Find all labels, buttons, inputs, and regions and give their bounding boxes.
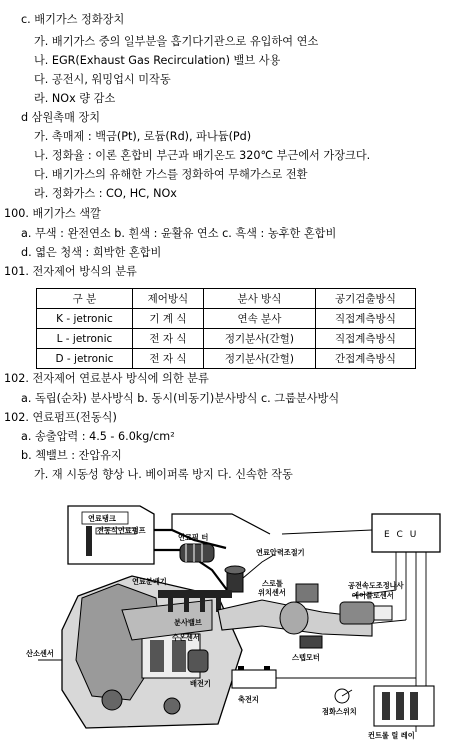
label-battery: 축전지 [238,695,259,704]
line-catalyst-4: 라. 정화가스 : CO, HC, NOx [34,187,177,200]
line-egr-4: 라. NOx 량 감소 [34,92,116,105]
table-header: 분사 방식 [203,289,315,309]
heading-101: 101. 전자제어 방식의 분류 [4,265,137,278]
label-distributor: 배전기 [190,679,211,688]
line-exhaust-purifier-title: c. 배기가스 정화장치 [21,13,125,26]
label-water-temp-sensor: 수온센서 [172,633,200,642]
table-cell: 전 자 식 [132,329,203,349]
air-flow-sensor-graphic [340,602,392,624]
line-exhaust-colors-1: a. 무색 : 완전연소 b. 흰색 : 윤활유 연소 c. 흑색 : 농후한 혼합비 [21,227,337,240]
line-exhaust-colors-2: d. 엷은 청색 : 희박한 혼합비 [21,246,162,259]
table-cell: 기 계 식 [132,309,203,329]
fuel-filter-graphic [180,544,214,562]
table-cell: 직접계측방식 [315,309,415,329]
control-relay-graphic [374,686,434,726]
efi-system-diagram [22,500,450,748]
table-cell: 전 자 식 [132,349,203,369]
label-electric-fuel-pump: 전동식연료펌프 [97,526,146,535]
label-injector: 분사밸브 [174,618,202,627]
distributor-graphic [188,650,208,672]
label-fuel-filter: 연료필 터 [178,533,209,542]
heading-100: 100. 배기가스 색깔 [4,207,101,220]
label-delivery-pipe: 연료분배기 [132,577,167,586]
table-cell: 정기분사(간헐) [203,349,315,369]
line-egr-2: 나. EGR(Exhaust Gas Recirculation) 밸브 사용 [34,54,281,67]
line-catalyst-2: 나. 정화율 : 이론 혼합비 부근과 배기온도 320℃ 부근에서 가장크다. [34,149,371,162]
label-fuel-tank: 연료탱크 [88,514,116,523]
label-throttle-sensor-2: 위치센서 [258,588,286,597]
table-header: 제어방식 [132,289,203,309]
label-pressure-regulator: 연료압력조절기 [256,548,305,557]
step-motor-graphic [300,636,322,648]
table-cell: K - jetronic [37,309,133,329]
line-egr-1: 가. 배기가스 중의 일부분을 흡기다기관으로 유입하여 연소 [34,35,319,48]
label-idle-speed-control: 공전속도조정나사 [348,581,404,590]
table-cell: 직접계측방식 [315,329,415,349]
heading-102-fuel-pump: 102. 연료펌프(전동식) [4,411,117,424]
table-cell: 간접계측방식 [315,349,415,369]
line-catalyst-1: 가. 촉매제 : 백금(Pt), 로듐(Rd), 파나듐(Pd) [34,130,252,143]
table-header-row [37,289,416,309]
table-row [37,349,416,369]
table-header: 공기검출방식 [315,289,415,309]
line-check-valve: b. 첵밸브 : 잔압유지 [21,449,122,462]
heading-102-injection: 102. 전자제어 연료분사 방식에 의한 분류 [4,372,209,385]
line-pump-pressure: a. 송출압력 : 4.5 - 6.0kg/cm² [21,430,175,443]
label-ecu: E C U [384,530,419,540]
engine-block-graphic [62,576,242,728]
line-catalyst-3: 다. 배기가스의 유해한 가스를 정화하여 무해가스로 전환 [34,168,308,181]
line-catalyst-title: d 삼원촉매 장치 [21,111,101,124]
label-control-relay: 컨트롤 릴 레이 [368,731,415,740]
throttle-sensor-graphic [296,584,318,602]
table-cell: 연속 분사 [203,309,315,329]
table-row [37,329,416,349]
ecu-box [372,514,440,552]
label-air-flow-sensor: 에어플로센서 [352,591,394,600]
injection-classification-table [36,288,416,369]
line-egr-3: 다. 공전시, 워밍업시 미작동 [34,73,171,86]
pressure-regulator-graphic [225,566,245,592]
label-o2-sensor: 산소센서 [26,649,54,658]
label-ignition-switch: 점화스위치 [322,707,357,716]
table-header: 구 분 [37,289,133,309]
table-cell: D - jetronic [37,349,133,369]
table-cell: L - jetronic [37,329,133,349]
label-step-motor: 스텝모터 [292,653,320,662]
table-cell: 정기분사(간헐) [203,329,315,349]
line-injection-types: a. 독립(순차) 분사방식 b. 동시(비동기)분사방식 c. 그룹분사방식 [21,392,340,405]
battery-graphic [232,666,276,688]
ignition-switch-graphic [335,689,352,703]
line-check-valve-effects: 가. 재 시동성 향상 나. 베이퍼록 방지 다. 신속한 작동 [34,468,293,481]
label-throttle-sensor-1: 스로틀 [262,579,283,588]
table-row [37,309,416,329]
